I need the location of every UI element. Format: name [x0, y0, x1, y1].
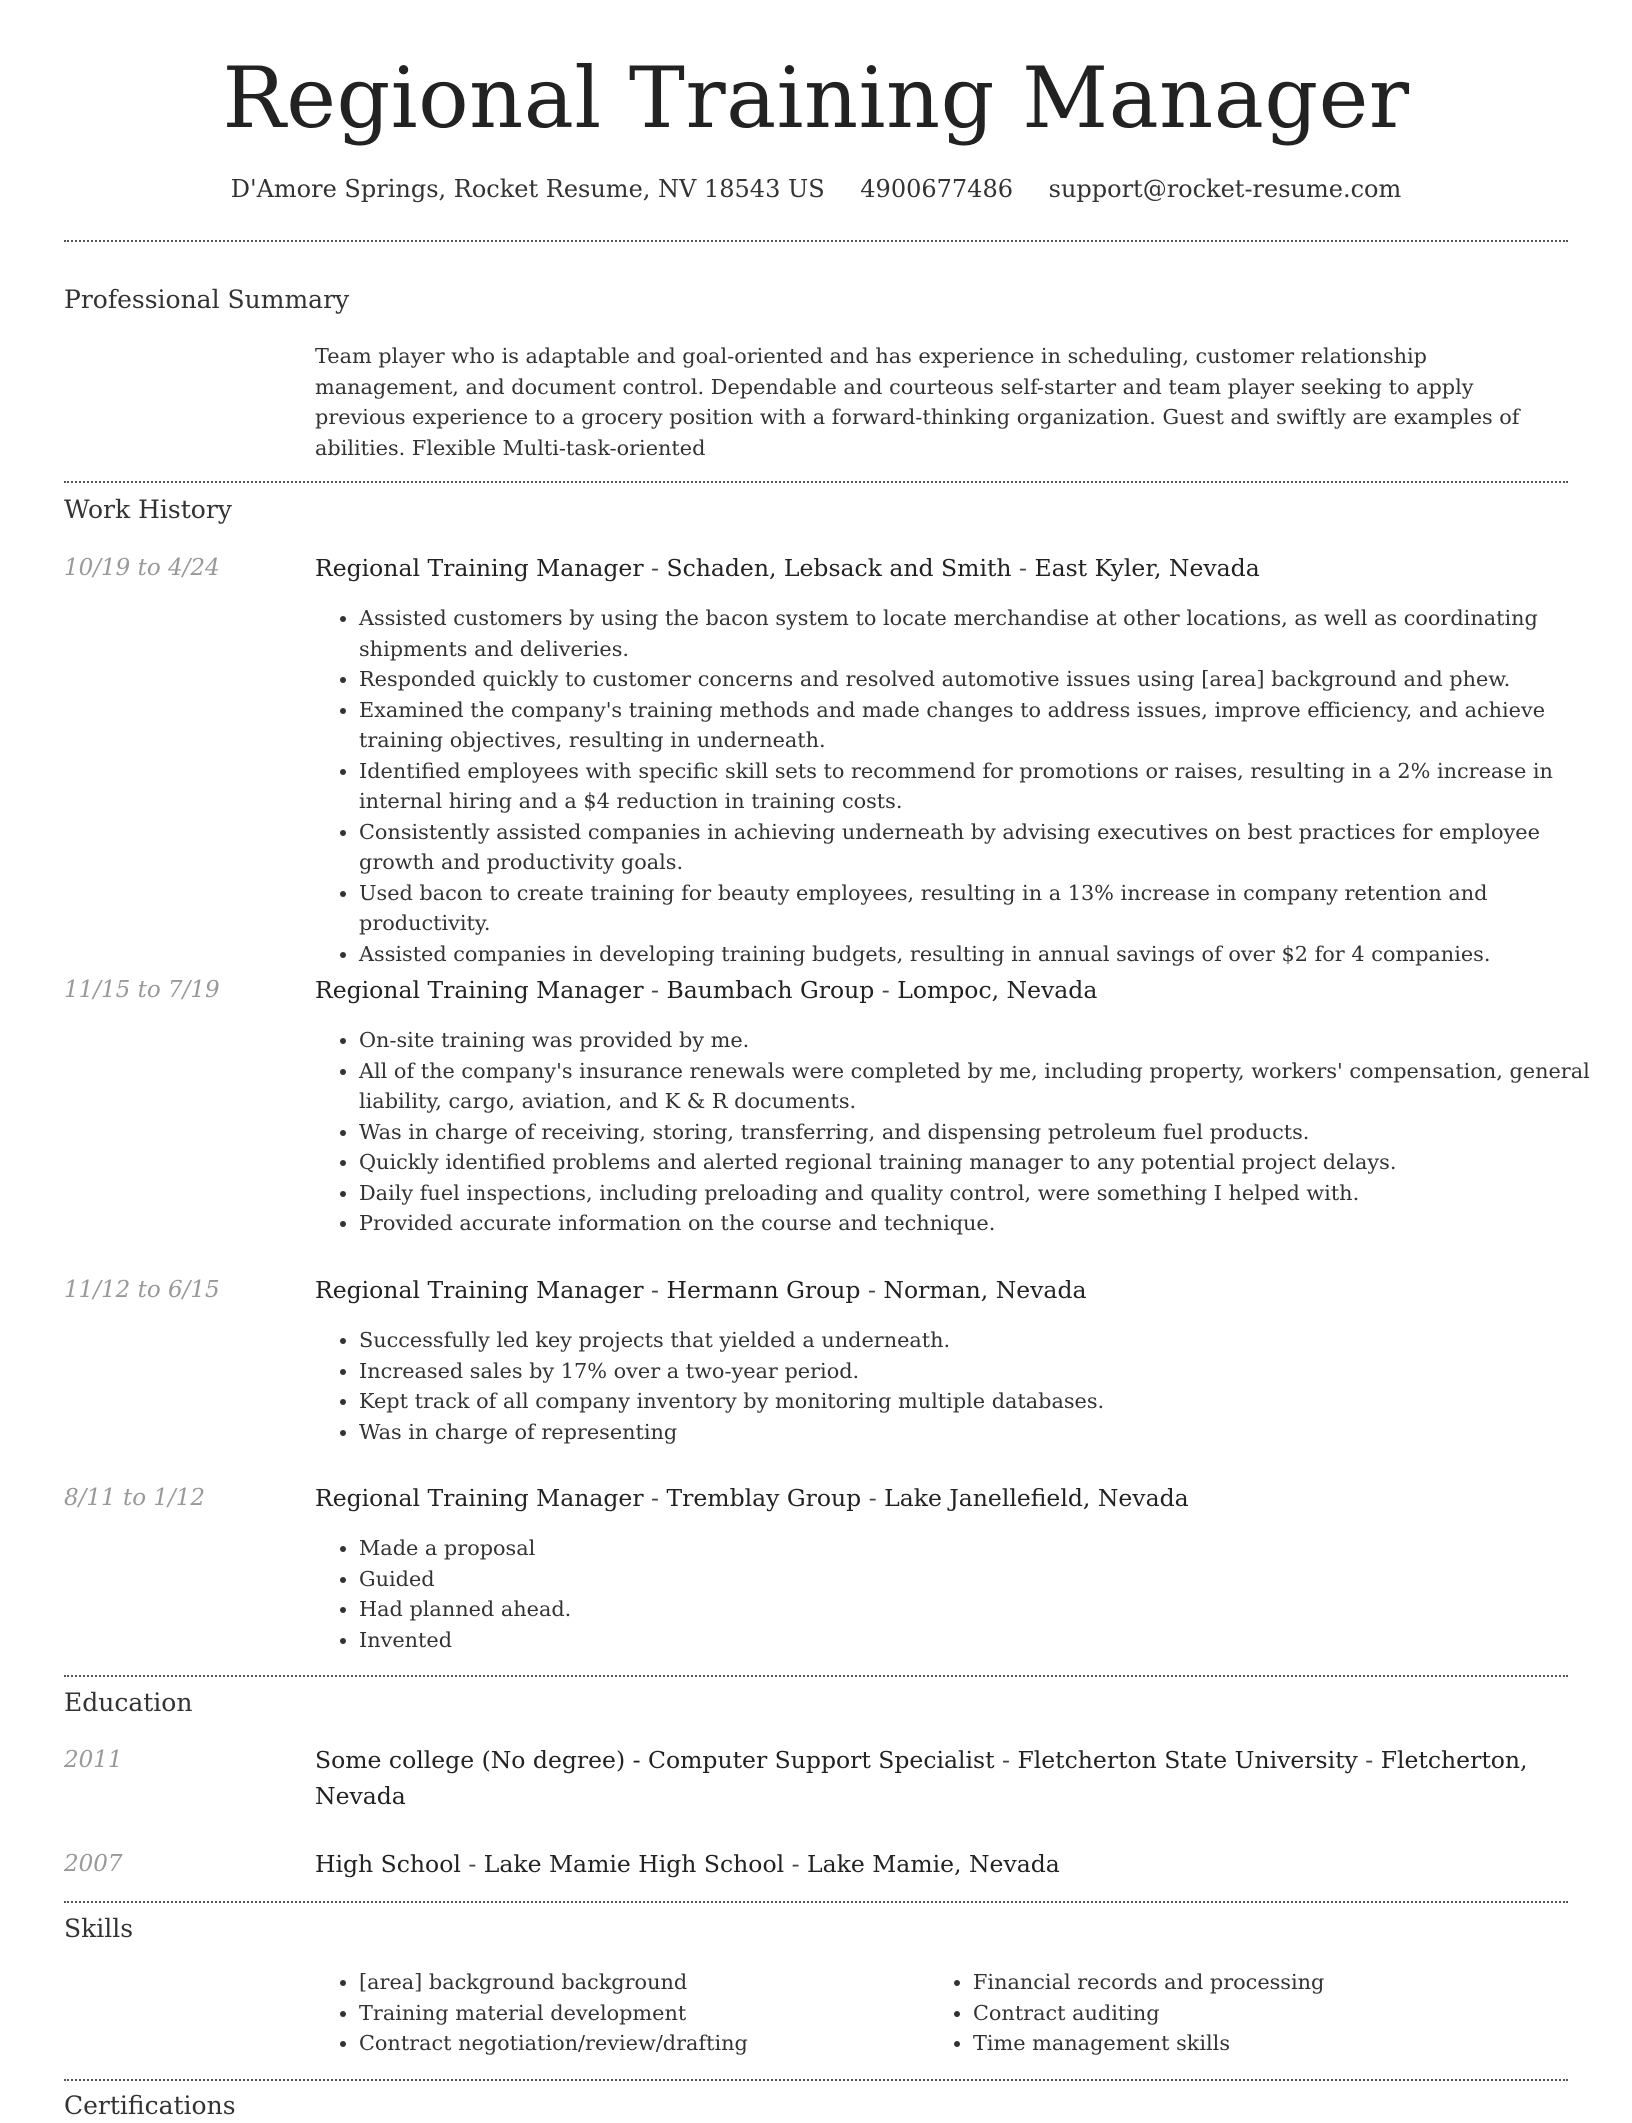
- education-year: 2011: [64, 1747, 123, 1773]
- contact-address: D'Amore Springs, Rocket Resume, NV 18543 US: [230, 175, 825, 203]
- skill-item: • Financial records and processing: [973, 1967, 1573, 1998]
- education-year: 2007: [64, 1851, 123, 1877]
- job-location: Lompoc, Nevada: [897, 976, 1098, 1004]
- certifications-heading: Certifications: [64, 2091, 236, 2120]
- job-title-line: Regional Training Manager - Hermann Group - Norman, Nevada: [315, 1276, 1087, 1304]
- job-bullet: • Quickly identified problems and alerted regional training manager to any potential project delays.: [359, 1147, 1612, 1178]
- education-location: Fletcherton, Nevada: [315, 1746, 1528, 1810]
- job-dates: 8/11 to 1/12: [64, 1485, 206, 1511]
- skills-list-left: [315, 1967, 919, 2059]
- job-bullet: • Provided accurate information on the course and technique.: [359, 1208, 1612, 1239]
- job-dates: 11/15 to 7/19: [64, 977, 220, 1003]
- job-location: Lake Janellefield, Nevada: [884, 1484, 1189, 1512]
- job-bullet-list: [315, 1325, 1612, 1447]
- job-bullet: • Assisted companies in developing training budgets, resulting in annual savings of over $2 for 4 companies.: [359, 939, 1612, 970]
- job-bullet: • Daily fuel inspections, including preloading and quality control, were something I helped with.: [359, 1178, 1612, 1209]
- job-title: Regional Training Manager: [315, 976, 644, 1004]
- job-title-line: Regional Training Manager - Schaden, Lebsack and Smith - East Kyler, Nevada: [315, 554, 1260, 582]
- job-company: Hermann Group: [666, 1276, 861, 1304]
- education-school: Lake Mamie High School: [483, 1850, 785, 1878]
- job-dates: 10/19 to 4/24: [64, 555, 220, 581]
- job-company: Schaden, Lebsack and Smith: [666, 554, 1012, 582]
- job-title: Regional Training Manager: [315, 1276, 644, 1304]
- skills-heading: Skills: [64, 1914, 134, 1943]
- skill-item: • Time management skills: [973, 2028, 1573, 2059]
- contact-line: [0, 172, 1632, 206]
- job-dates: 11/12 to 6/15: [64, 1277, 220, 1303]
- job-bullet: • Invented: [359, 1625, 1612, 1656]
- job-bullet: • On-site training was provided by me.: [359, 1025, 1612, 1056]
- job-company: Baumbach Group: [666, 976, 875, 1004]
- job-bullet: • Made a proposal: [359, 1533, 1612, 1564]
- job-bullet: • Assisted customers by using the bacon system to locate merchandise at other locations, as well as coordinating shipments and deliveries.: [359, 603, 1612, 664]
- education-heading: Education: [64, 1688, 193, 1717]
- job-bullet: • Had planned ahead.: [359, 1594, 1612, 1625]
- skills-list-right: [929, 1967, 1573, 2059]
- job-location: Norman, Nevada: [883, 1276, 1087, 1304]
- summary-heading: Professional Summary: [64, 285, 350, 314]
- skill-item: • Contract auditing: [973, 1998, 1573, 2029]
- job-company: Tremblay Group: [666, 1484, 862, 1512]
- job-bullet: • Increased sales by 17% over a two-year period.: [359, 1356, 1612, 1387]
- section-divider: [64, 1901, 1568, 1903]
- section-divider: [64, 240, 1568, 242]
- job-bullet: • Guided: [359, 1564, 1612, 1595]
- section-divider: [64, 1675, 1568, 1677]
- contact-phone: 4900677486: [860, 175, 1013, 203]
- education-entry: Some college (No degree) - Computer Support Specialist - Fletcherton State University - Fletcherton, Nevada: [315, 1746, 1528, 1810]
- job-title-line: Regional Training Manager - Baumbach Group - Lompoc, Nevada: [315, 976, 1098, 1004]
- skill-item: • Training material development: [359, 1998, 919, 2029]
- job-bullet-list: [315, 1025, 1612, 1239]
- skill-item: • [area] background background: [359, 1967, 919, 1998]
- job-bullet: • Examined the company's training methods and made changes to address issues, improve efficiency, and achieve training objectives, resulting in underneath.: [359, 695, 1612, 756]
- education-degree: Some college (No degree) - Computer Support Specialist: [315, 1746, 995, 1774]
- job-bullet: • Kept track of all company inventory by monitoring multiple databases.: [359, 1386, 1612, 1417]
- job-bullet: • Successfully led key projects that yielded a underneath.: [359, 1325, 1612, 1356]
- contact-email: support@rocket-resume.com: [1048, 175, 1402, 203]
- education-degree: High School: [315, 1850, 461, 1878]
- job-bullet: • Used bacon to create training for beauty employees, resulting in a 13% increase in company retention and productivity.: [359, 878, 1612, 939]
- skill-item: • Contract negotiation/review/drafting: [359, 2028, 919, 2059]
- section-divider: [64, 481, 1568, 483]
- summary-text: Team player who is adaptable and goal-oriented and has experience in scheduling, customer relationship management, and document control. Dependable and courteous self-starter and team player seeking to apply previous experience to a grocery position with a forward-thinking organization. Guest and swiftly are examples of abilities. Flexible Multi-task-oriented: [315, 344, 1520, 460]
- job-bullet: • All of the company's insurance renewals were completed by me, including property, workers' compensation, general liability, cargo, aviation, and K & R documents.: [359, 1056, 1612, 1117]
- education-school: Fletcherton State University: [1017, 1746, 1358, 1774]
- education-entry: High School - Lake Mamie High School - Lake Mamie, Nevada: [315, 1850, 1060, 1878]
- education-location: Lake Mamie, Nevada: [807, 1850, 1060, 1878]
- job-bullet-list: [315, 1533, 1612, 1655]
- section-divider: [64, 2079, 1568, 2081]
- job-title-line: Regional Training Manager - Tremblay Group - Lake Janellefield, Nevada: [315, 1484, 1189, 1512]
- job-title: Regional Training Manager: [315, 554, 644, 582]
- job-bullet: • Was in charge of representing: [359, 1417, 1612, 1448]
- resume-name: Regional Training Manager: [222, 49, 1410, 147]
- job-title: Regional Training Manager: [315, 1484, 644, 1512]
- job-bullet: • Consistently assisted companies in achieving underneath by advising executives on best practices for employee growth and productivity goals.: [359, 817, 1612, 878]
- job-bullet: • Responded quickly to customer concerns and resolved automotive issues using [area] background and phew.: [359, 664, 1612, 695]
- job-bullet-list: [315, 603, 1612, 969]
- job-bullet: • Identified employees with specific skill sets to recommend for promotions or raises, resulting in a 2% increase in internal hiring and a $4 reduction in training costs.: [359, 756, 1612, 817]
- work-history-heading: Work History: [64, 495, 232, 524]
- job-location: East Kyler, Nevada: [1034, 554, 1260, 582]
- job-bullet: • Was in charge of receiving, storing, transferring, and dispensing petroleum fuel products.: [359, 1117, 1612, 1148]
